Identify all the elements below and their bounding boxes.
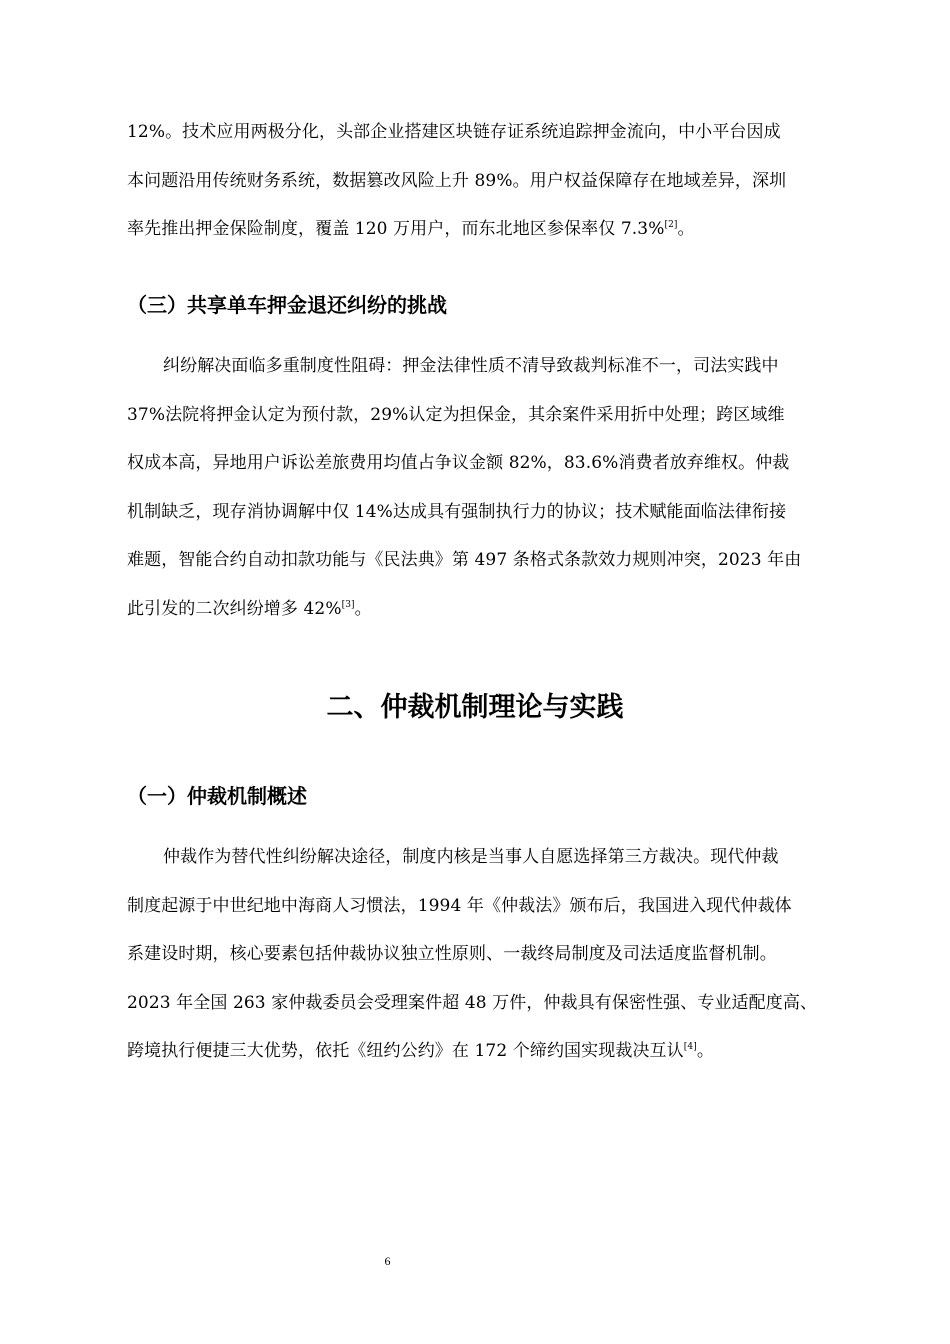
section-heading-3: （三）共享单车押金退还纠纷的挑战 (127, 293, 447, 317)
paragraph-line: 系建设时期，核心要素包括仲裁协议独立性原则、一裁终局制度及司法适度监督机制。 (127, 944, 777, 964)
paragraph-line: 纠纷解决面临多重制度性阻碍：押金法律性质不清导致裁判标准不一，司法实践中 (163, 356, 779, 376)
sentence-end: 。 (354, 598, 372, 619)
paragraph-dispute-challenges (127, 342, 862, 633)
paragraph-line: 2023 年全国 263 家仲裁委员会受理案件超 48 万件，仲裁具有保密性强、专业适配度高、 (127, 992, 818, 1013)
paragraph-line: 权成本高，异地用户诉讼差旅费用均值占争议金额 82%，83.6%消费者放弃维权。仲裁 (127, 453, 790, 473)
paragraph-line: 37%法院将押金认定为预付款，29%认定为担保金，其余案件采用折中处理；跨区域维 (127, 404, 785, 425)
citation-4: [4] (683, 1042, 697, 1052)
paragraph-line: 难题，智能合约自动扣款功能与《民法典》第 497 条格式条款效力规则冲突，2023 年由 (127, 550, 802, 570)
page-number: 6 (384, 1254, 391, 1268)
sentence-end: 。 (696, 1041, 714, 1061)
section-heading-1: （一）仲裁机制概述 (127, 784, 307, 808)
paragraph-line-text: 此引发的二次纠纷增多 42% (127, 598, 342, 619)
citation-2: [2] (664, 220, 678, 230)
paragraph-line: 12%。技术应用两极分化，头部企业搭建区块链存证系统追踪押金流向，中小平台因成 (127, 122, 781, 142)
paragraph-line (127, 205, 862, 254)
paragraph-line-text: 跨境执行便捷三大优势，依托《纽约公约》在 172 个缔约国实现裁决互认 (127, 1041, 684, 1061)
paragraph-line: 制度起源于中世纪地中海商人习惯法，1994 年《仲裁法》颁布后，我国进入现代仲裁体 (127, 895, 792, 916)
chapter-heading: 二、仲裁机制理论与实践 (326, 692, 624, 723)
paragraph-line: 本问题沿用传统财务系统，数据篡改风险上升 89%。用户权益保障存在地域差异，深圳 (127, 170, 787, 191)
paragraph-line (127, 1027, 862, 1076)
paragraph-line-text: 率先推出押金保险制度，覆盖 120 万用户，而东北地区参保率仅 7.3% (127, 219, 665, 239)
paragraph-line: 机制缺乏，现存消协调解中仅 14%达成具有强制执行力的协议；技术赋能面临法律衔接 (127, 501, 787, 522)
paragraph-arbitration-overview (127, 833, 862, 1076)
sentence-end: 。 (677, 219, 695, 239)
paragraph-line (127, 585, 862, 634)
paragraph-technology-and-rights (127, 108, 862, 254)
paragraph-line: 仲裁作为替代性纠纷解决途径，制度内核是当事人自愿选择第三方裁决。现代仲裁 (163, 847, 779, 867)
citation-3: [3] (341, 599, 355, 610)
